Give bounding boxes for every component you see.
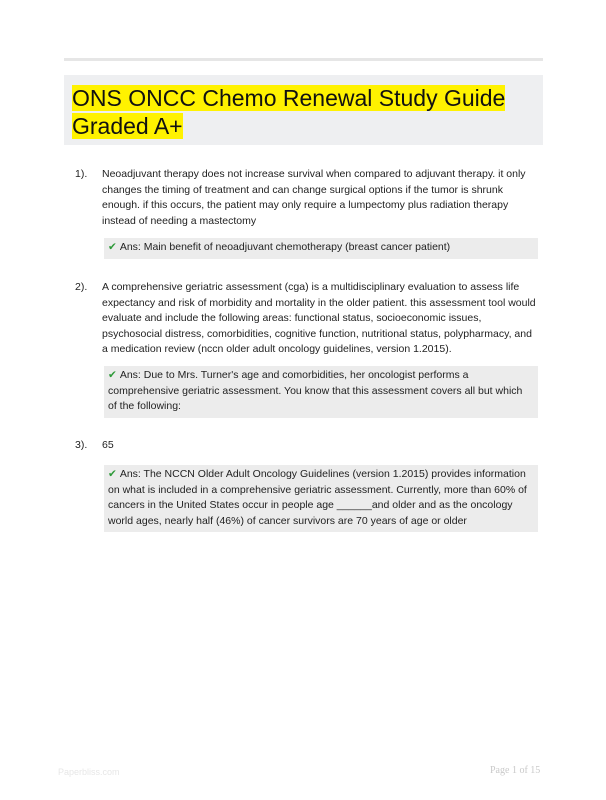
- answer-box: [104, 238, 538, 259]
- page-title-text: ONS ONCC Chemo Renewal Study Guide Graded A+: [72, 85, 506, 139]
- answer-text: Ans: The NCCN Older Adult Oncology Guidelines (version 1.2015) provides information on what is included in a comprehensive geriatric assessment. Currently, more than 60% of cancers in the United States occur in people age ______and older and as the oncology world ages, nearly half (46%) of cancer survivors are 70 years of age or older: [108, 468, 527, 527]
- question-number: 2).: [75, 281, 88, 293]
- top-divider: [64, 58, 543, 61]
- answer-box: [104, 366, 538, 418]
- question-number: 1).: [75, 168, 88, 180]
- question-text: 65: [102, 439, 114, 451]
- answer-text: Ans: Due to Mrs. Turner's age and comorbidities, her oncologist performs a comprehensive geriatric assessment. You know that this assessment covers all but which of the following:: [108, 369, 523, 413]
- check-icon: ✔: [108, 468, 117, 480]
- question-text: A comprehensive geriatric assessment (cga) is a multidisciplinary evaluation to assess life expectancy and risk of morbidity and mortality in the older patient. this assessment tool would evaluate and include the following areas: functional status, socioeconomic issues, psychosocial distress, comorbidities, cognitive function, nutritional status, polypharmacy, and a medication review (nccn older adult oncology guidelines, version 1.2015).: [102, 281, 536, 356]
- answer-box: [104, 465, 538, 532]
- title-banner: [64, 75, 543, 145]
- footer-watermark: Paperbliss.com: [58, 767, 120, 777]
- check-icon: ✔: [108, 241, 117, 253]
- answer-text: Ans: Main benefit of neoadjuvant chemotherapy (breast cancer patient): [119, 241, 451, 253]
- question-number: 3).: [75, 439, 88, 451]
- question-text: Neoadjuvant therapy does not increase survival when compared to adjuvant therapy. it only changes the timing of treatment and can change surgical options if the tumor is shrunk enough. if this occurs, the patient may only require a lumpectomy plus radiation therapy instead of needing a mastectomy: [102, 168, 526, 227]
- check-icon: ✔: [108, 369, 117, 381]
- page-title: [72, 84, 542, 140]
- page-indicator: Page 1 of 15: [490, 765, 541, 776]
